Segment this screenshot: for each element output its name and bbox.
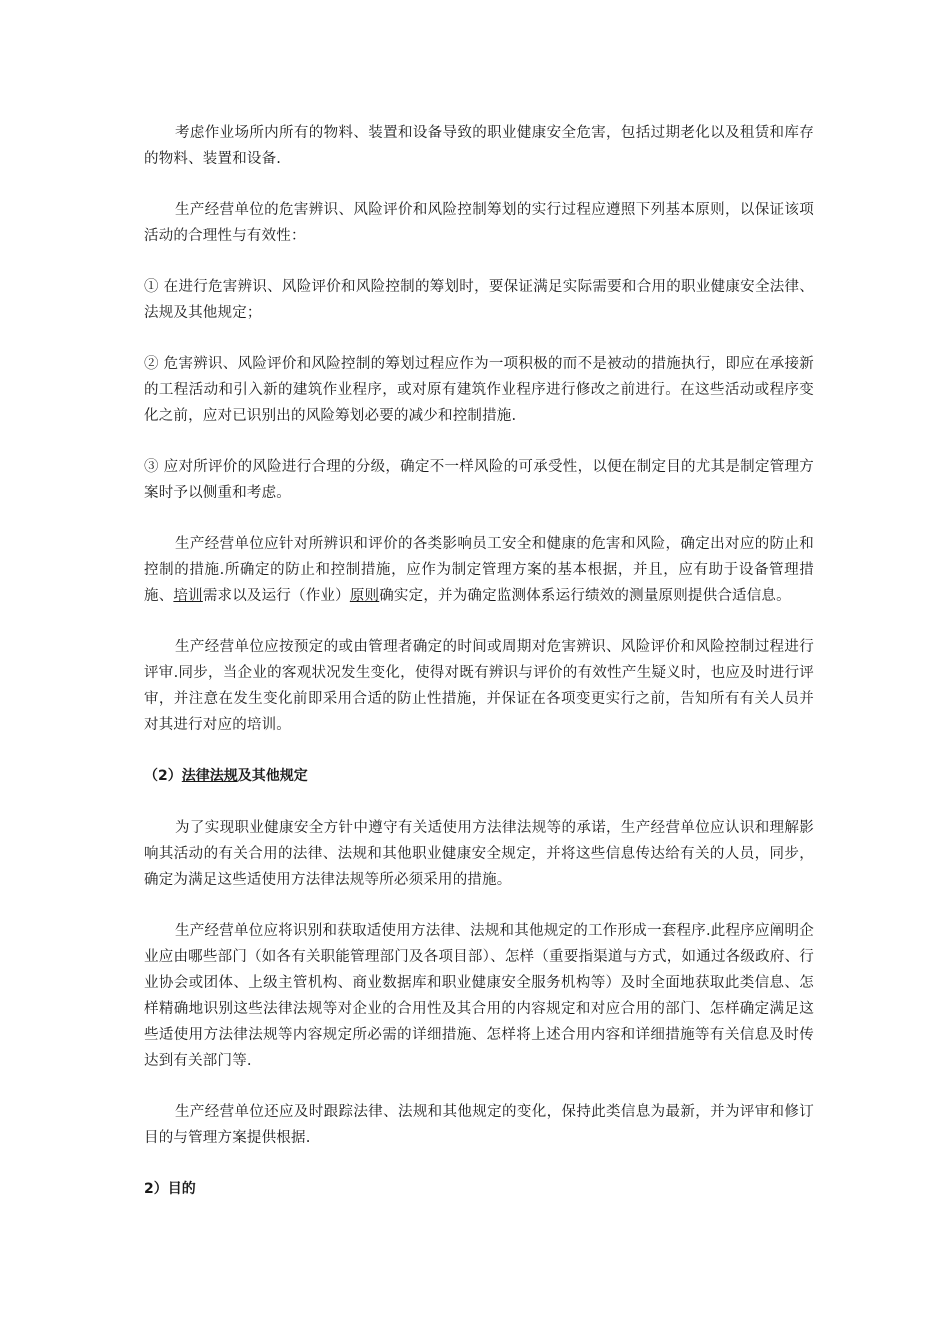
list-item-principle-3: ③ 应对所评价的风险进行合理的分级，确定不一样风险的可承受性，以便在制定目的尤其是制定管理方案时予以侧重和考虑。 — [144, 459, 814, 501]
section-heading-laws — [144, 763, 814, 789]
paragraph-tracking-changes: 生产经营单位还应及时跟踪法律、法规和其他规定的变化，保持此类信息为最新，并为评审和修订目的与管理方案提供根据. — [144, 1104, 814, 1146]
paragraph-legal-commitment: 为了实现职业健康安全方针中遵守有关适使用方法律法规等的承诺，生产经营单位应认识和理解影响其活动的有关合用的法律、法规和其他职业健康安全规定，并将这些信息传达给有关的人员，同步，确定为满足这些适使用方法律法规等所必须采用的措施。 — [144, 820, 814, 888]
text-segment: 确实定，并为确定监测体系运行绩效的测量原则提供合适信息。 — [379, 588, 791, 604]
paragraph-basic-principles: 生产经营单位的危害辨识、风险评价和风险控制筹划的实行过程应遵照下列基本原则，以保证该项活动的合理性与有效性： — [144, 202, 814, 244]
link-laws-regulations[interactable]: 法律法规 — [181, 768, 238, 784]
text-segment: 生产经营单位应针对所辨识和评价的各类影响员工安全和健康的危害和风险，确定出对应的防止和控制的措施.所确定的防止和控制措施，应作为制定管理方案的基本根据，并且，应有助于设备管理措施、 — [144, 536, 814, 604]
paragraph-control-measures — [144, 531, 814, 609]
heading-prefix: （2） — [144, 768, 182, 784]
list-item-principle-1: ① 在进行危害辨识、风险评价和风险控制的筹划时，要保证满足实际需要和合用的职业健康安全法律、法规及其他规定； — [144, 279, 814, 321]
link-training[interactable]: 培训 — [173, 588, 203, 604]
text-segment: 需求以及运行（作业） — [202, 588, 350, 604]
paragraph-materials-hazards: 考虑作业场所内所有的物料、装置和设备导致的职业健康安全危害，包括过期老化以及租赁和库存的物料、装置和设备. — [144, 125, 814, 167]
list-item-principle-2: ② 危害辨识、风险评价和风险控制的筹划过程应作为一项积极的而不是被动的措施执行，即应在承接新的工程活动和引入新的建筑作业程序，或对原有建筑作业程序进行修改之前进行。在这些活动或程序变化之前，应对已识别出的风险筹划必要的减少和控制措施. — [144, 356, 814, 424]
section-heading-objectives: 2）目的 — [144, 1181, 196, 1197]
paragraph-periodic-review: 生产经营单位应按预定的或由管理者确定的时间或周期对危害辨识、风险评价和风险控制过程进行评审.同步，当企业的客观状况发生变化，使得对既有辨识与评价的有效性产生疑义时，也应及时进行评审，并注意在发生变化前即采用合适的防止性措施，并保证在各项变更实行之前，告知所有有关人员并对其进行对应的培训。 — [144, 639, 814, 733]
link-standards[interactable]: 原则 — [349, 588, 380, 604]
document-page — [144, 120, 814, 1228]
heading-suffix: 及其他规定 — [237, 768, 308, 784]
paragraph-identification-procedure: 生产经营单位应将识别和获取适使用方法律、法规和其他规定的工作形成一套程序.此程序应阐明企业应由哪些部门（如各有关职能管理部门及各项目部）、怎样（重要指渠道与方式，如通过各级政府、行业协会或团体、上级主管机构、商业数据库和职业健康安全服务机构等）及时全面地获取此类信息、怎样精确地识别这些法律法规等对企业的合用性及其合用的内容规定和对应合用的部门、怎样确定满足这些适使用方法律法规等内容规定所必需的详细措施、怎样将上述合用内容和详细措施等有关信息及时传达到有关部门等. — [144, 923, 814, 1069]
